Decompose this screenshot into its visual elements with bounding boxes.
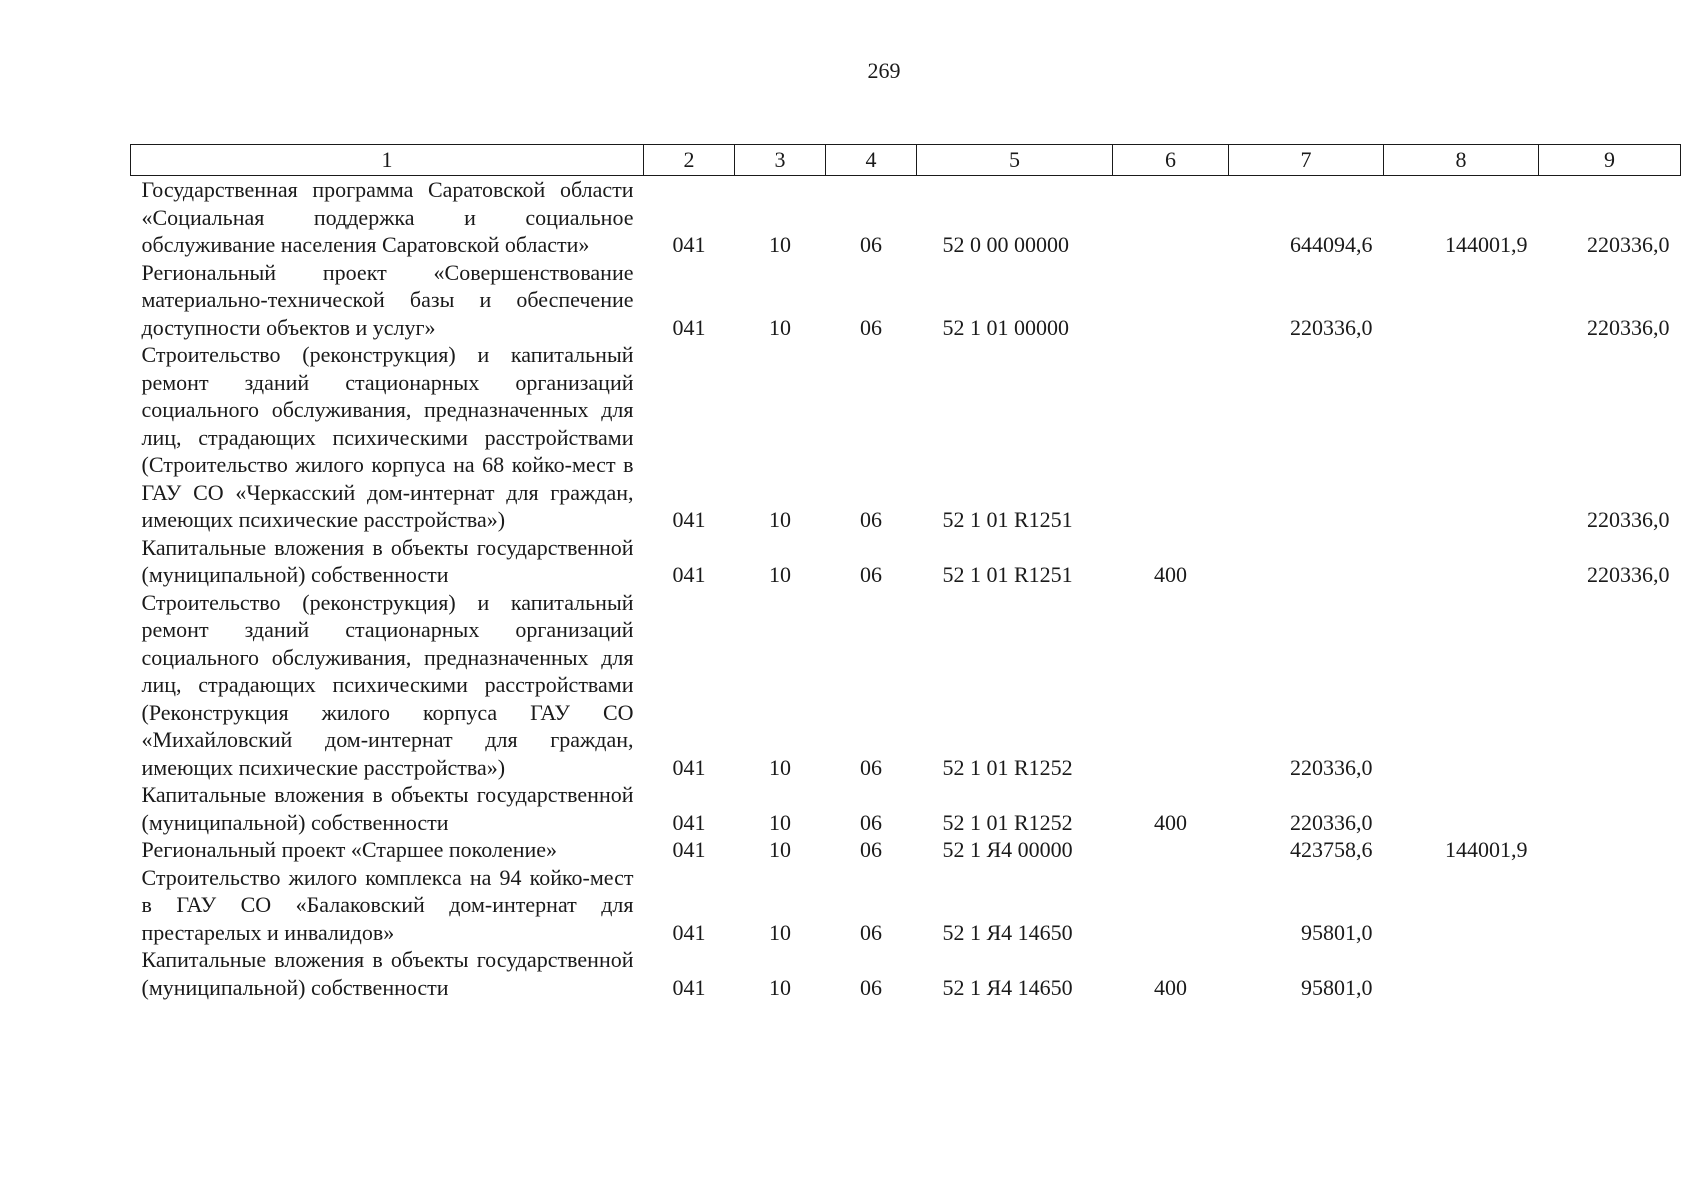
subsection-code: 06 [860, 507, 882, 532]
subsection-code: 06 [860, 809, 882, 835]
amount-col7: 95801,0 [1301, 919, 1373, 945]
expense-type-code [1113, 836, 1229, 864]
item-name: Капитальные вложения в объекты государственной (муниципальной) собственности [141, 782, 634, 835]
item-name: Строительство (реконструкция) и капитальный ремонт зданий стационарных организаций социального обслуживания, предназначенных для лиц, страдающих психическими расстройствами (Реконструкция жилого корпуса ГАУ СО «Михайловский дом-интернат для граждан, имеющих психические расстройства») [141, 589, 634, 780]
section-code: 10 [769, 837, 791, 862]
header-cell: 2 [644, 145, 735, 176]
expense-type-code [1113, 341, 1229, 534]
subsection-code: 06 [860, 314, 882, 340]
amount-col8 [1384, 781, 1539, 836]
subsection-code: 06 [860, 232, 882, 257]
item-name: Капитальные вложения в объекты государственной (муниципальной) собственности [141, 947, 634, 1000]
header-cell: 3 [735, 145, 826, 176]
amount-col9: 220336,0 [1587, 507, 1670, 532]
expense-type-code [1113, 864, 1229, 947]
section-code: 10 [769, 314, 791, 340]
expense-type-code: 400 [1154, 562, 1187, 587]
table-row [131, 341, 1681, 534]
header-row [131, 145, 1681, 176]
amount-col8 [1384, 341, 1539, 534]
table-row [131, 534, 1681, 589]
target-article-code: 52 1 Я4 00000 [942, 837, 1073, 862]
ministry-code: 041 [672, 837, 706, 862]
amount-col7: 220336,0 [1290, 809, 1373, 835]
ministry-code: 041 [672, 232, 706, 257]
header-cell: 9 [1539, 145, 1681, 176]
ministry-code: 041 [672, 919, 706, 945]
section-code: 10 [769, 562, 791, 587]
item-name: Государственная программа Саратовской области «Социальная поддержка и социальное обслуживание населения Саратовской области» [141, 177, 634, 257]
subsection-code: 06 [860, 754, 882, 780]
section-code: 10 [769, 507, 791, 532]
section-code: 10 [769, 974, 791, 1000]
amount-col9: 220336,0 [1587, 562, 1670, 587]
amount-col9 [1539, 781, 1681, 836]
target-article-code: 52 1 Я4 14650 [942, 919, 1073, 945]
amount-col8 [1384, 534, 1539, 589]
header-cell: 4 [826, 145, 917, 176]
item-name: Региональный проект «Совершенствование материально-технической базы и обеспечение доступности объектов и услуг» [141, 259, 634, 340]
item-name: Региональный проект «Старшее поколение» [141, 837, 558, 862]
item-name: Строительство (реконструкция) и капитальный ремонт зданий стационарных организаций социального обслуживания, предназначенных для лиц, страдающих психическими расстройствами (Строительство жилого корпуса на 68 койко-мест в ГАУ СО «Черкасский дом-интернат для граждан, имеющих психические расстройства») [141, 342, 634, 532]
page-number: 269 [867, 58, 901, 83]
expense-type-code: 400 [1154, 809, 1187, 835]
target-article-code: 52 0 00 00000 [942, 232, 1069, 257]
ministry-code: 041 [672, 809, 706, 835]
amount-col7 [1229, 534, 1384, 589]
table-row [131, 836, 1681, 864]
table-row [131, 781, 1681, 836]
section-code: 10 [769, 919, 791, 945]
amount-col7: 644094,6 [1290, 232, 1373, 257]
section-code: 10 [769, 754, 791, 780]
amount-col7: 220336,0 [1290, 314, 1373, 340]
amount-col7: 423758,6 [1290, 837, 1373, 862]
table-row [131, 259, 1681, 342]
ministry-code: 041 [672, 562, 706, 587]
table-row [131, 589, 1681, 782]
target-article-code: 52 1 Я4 14650 [942, 974, 1073, 1000]
amount-col9 [1539, 864, 1681, 947]
table-row [131, 176, 1681, 259]
header-cell: 6 [1113, 145, 1229, 176]
amount-col9: 220336,0 [1587, 314, 1670, 340]
header-cell: 7 [1229, 145, 1384, 176]
budget-table [130, 144, 1681, 1001]
amount-col8 [1384, 864, 1539, 947]
amount-col7 [1229, 341, 1384, 534]
target-article-code: 52 1 01 R1251 [942, 507, 1073, 532]
subsection-code: 06 [860, 974, 882, 1000]
amount-col9: 220336,0 [1587, 232, 1670, 257]
expense-type-code [1113, 176, 1229, 259]
amount-col9 [1539, 589, 1681, 782]
subsection-code: 06 [860, 562, 882, 587]
expense-type-code [1113, 589, 1229, 782]
amount-col8 [1384, 259, 1539, 342]
ministry-code: 041 [672, 974, 706, 1000]
target-article-code: 52 1 01 00000 [942, 314, 1069, 340]
header-cell: 1 [131, 145, 644, 176]
subsection-code: 06 [860, 837, 882, 862]
item-name: Строительство жилого комплекса на 94 койко-мест в ГАУ СО «Балаковский дом-интернат для престарелых и инвалидов» [141, 864, 634, 945]
ministry-code: 041 [672, 754, 706, 780]
amount-col9 [1539, 946, 1681, 1001]
amount-col8 [1384, 589, 1539, 782]
amount-col8: 144001,9 [1445, 232, 1528, 257]
item-name: Капитальные вложения в объекты государственной (муниципальной) собственности [141, 534, 634, 587]
header-cell: 5 [917, 145, 1113, 176]
ministry-code: 041 [672, 314, 706, 340]
amount-col9 [1539, 836, 1681, 864]
target-article-code: 52 1 01 R1252 [942, 754, 1073, 780]
table-row [131, 946, 1681, 1001]
section-code: 10 [769, 232, 791, 257]
amount-col7: 220336,0 [1290, 754, 1373, 780]
subsection-code: 06 [860, 919, 882, 945]
amount-col7: 95801,0 [1301, 974, 1373, 1000]
amount-col8: 144001,9 [1445, 837, 1528, 862]
table-row [131, 864, 1681, 947]
header-cell: 8 [1384, 145, 1539, 176]
target-article-code: 52 1 01 R1251 [942, 562, 1073, 587]
target-article-code: 52 1 01 R1252 [942, 809, 1073, 835]
section-code: 10 [769, 809, 791, 835]
expense-type-code [1113, 259, 1229, 342]
amount-col8 [1384, 946, 1539, 1001]
ministry-code: 041 [672, 507, 706, 532]
expense-type-code: 400 [1154, 974, 1187, 1000]
